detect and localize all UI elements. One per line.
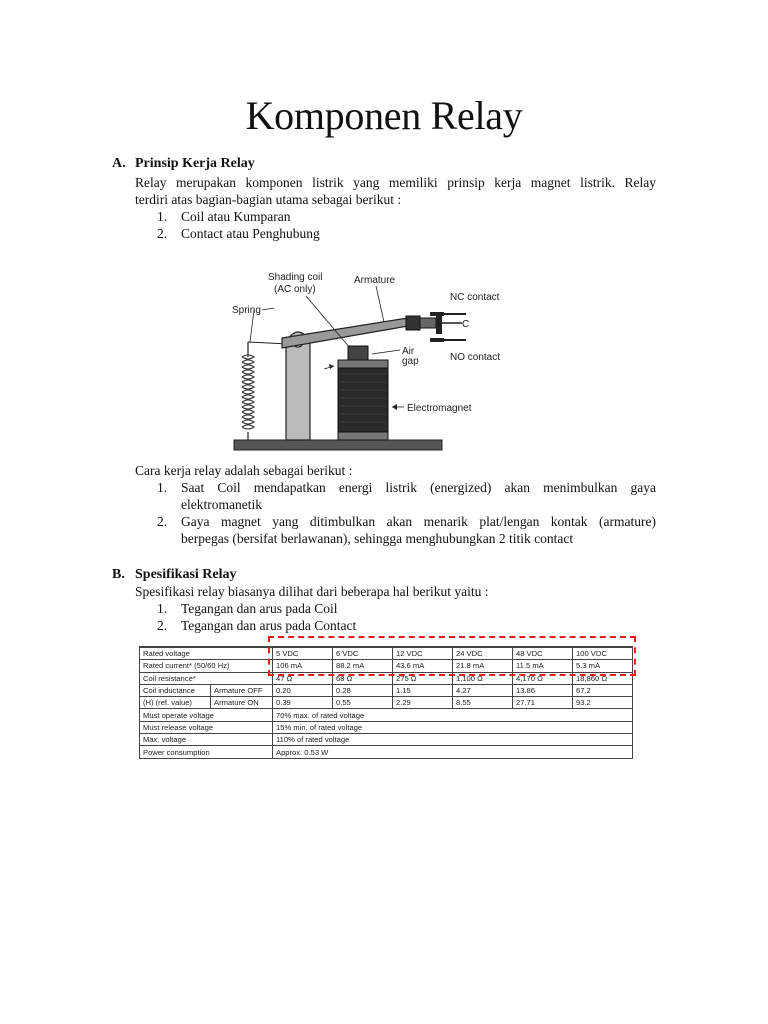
- label-shading-coil: Shading coil: [268, 272, 323, 283]
- section-a-intro-line-2: terdiri atas bagian-bagian utama sebagai berikut :: [135, 192, 402, 207]
- table-cell: Approx. 0.53 W: [273, 746, 633, 758]
- table-cell: 88.2 mA: [333, 660, 393, 672]
- row-label: Rated voltage: [140, 647, 273, 660]
- section-a-intro-line-1: Relay merupakan komponen listrik yang memiliki prinsip kerja magnet listrik. Relay: [135, 175, 656, 190]
- section-b-heading: Spesifikasi Relay: [135, 567, 237, 582]
- table-cell: 6 VDC: [333, 647, 393, 660]
- label-gap: gap: [402, 356, 419, 367]
- row-sublabel: Armature ON: [211, 697, 273, 709]
- electromagnet: [338, 346, 388, 440]
- table-cell: 68 Ω: [333, 672, 393, 684]
- table-cell: 0.39: [273, 697, 333, 709]
- spring: [242, 342, 288, 440]
- table-cell: 15% min. of rated voltage: [273, 721, 633, 733]
- part-number: 2.: [157, 226, 168, 241]
- label-spring: Spring: [232, 305, 261, 316]
- table-row: [140, 709, 633, 721]
- table-cell: 1,100 Ω: [453, 672, 513, 684]
- table-row: [140, 697, 633, 709]
- table-row: [140, 721, 633, 733]
- table-cell: 4.27: [453, 684, 513, 696]
- section-a-letter: A.: [112, 156, 126, 171]
- base-plate: [234, 440, 442, 450]
- label-electromagnet: Electromagnet: [407, 403, 472, 414]
- table-row: [140, 746, 633, 758]
- table-cell: 0.20: [273, 684, 333, 696]
- step-line-2: elektromanetik: [181, 497, 262, 512]
- step-number: 2.: [157, 514, 168, 529]
- label-air: Air: [402, 346, 415, 357]
- part-number: 1.: [157, 209, 168, 224]
- table-cell: 70% max. of rated voltage: [273, 709, 633, 721]
- table-cell: 24 VDC: [453, 647, 513, 660]
- table-cell: 106 mA: [273, 660, 333, 672]
- row-label: Must operate voltage: [140, 709, 273, 721]
- step-line-1: Gaya magnet yang ditimbulkan akan menarik plat/lengan kontak (armature): [181, 514, 656, 529]
- table-cell: 5 VDC: [273, 647, 333, 660]
- row-label: Rated current* (50/60 Hz): [140, 660, 273, 672]
- row-label: Power consumption: [140, 746, 273, 758]
- table-cell: 8.55: [453, 697, 513, 709]
- table-cell: 11.5 mA: [513, 660, 573, 672]
- table-row: [140, 647, 633, 660]
- spec-item-number: 1.: [157, 601, 168, 616]
- no-contact: [430, 338, 444, 342]
- label-no-contact: NO contact: [450, 352, 501, 363]
- section-b-intro: Spesifikasi relay biasanya dilihat dari beberapa hal berikut yaitu :: [135, 584, 489, 599]
- label-c: C: [462, 319, 470, 330]
- row-label: Must release voltage: [140, 721, 273, 733]
- table-row: [140, 660, 633, 672]
- table-cell: 110% of rated voltage: [273, 734, 633, 746]
- table-cell: 12 VDC: [393, 647, 453, 660]
- page-title: Komponen Relay: [245, 93, 523, 138]
- table-cell: 0.28: [333, 684, 393, 696]
- table-cell: 5.3 mA: [573, 660, 633, 672]
- table-row: [140, 684, 633, 696]
- label-nc-contact: NC contact: [450, 292, 500, 303]
- label-armature: Armature: [354, 275, 396, 286]
- part-item: Contact atau Penghubung: [181, 226, 320, 241]
- table-cell: 1.15: [393, 684, 453, 696]
- table-cell: 0.55: [333, 697, 393, 709]
- spec-item: Tegangan dan arus pada Coil: [181, 601, 338, 616]
- row-label: Coil inductance: [140, 684, 211, 696]
- step-line-1: Saat Coil mendapatkan energi listrik (energized) akan menimbulkan gaya: [181, 480, 656, 495]
- table-cell: 48 VDC: [513, 647, 573, 660]
- table-cell: 43.6 mA: [393, 660, 453, 672]
- row-label: Max. voltage: [140, 734, 273, 746]
- relay-diagram: [226, 262, 516, 462]
- step-number: 1.: [157, 480, 168, 495]
- table-row: [140, 734, 633, 746]
- table-cell: 2.29: [393, 697, 453, 709]
- table-cell: 13.86: [513, 684, 573, 696]
- table-cell: 100 VDC: [573, 647, 633, 660]
- row-label: (H) (ref. value): [140, 697, 211, 709]
- table-row: [140, 672, 633, 684]
- table-cell: 18,860 Ω: [573, 672, 633, 684]
- section-a-heading: Prinsip Kerja Relay: [135, 156, 255, 171]
- section-b-letter: B.: [112, 567, 125, 582]
- table-cell: 67.2: [573, 684, 633, 696]
- row-label: Coil resistance*: [140, 672, 273, 684]
- part-item: Coil atau Kumparan: [181, 209, 291, 224]
- label-ac-only: (AC only): [274, 284, 316, 295]
- spec-item-number: 2.: [157, 618, 168, 633]
- row-sublabel: Armature OFF: [211, 684, 273, 696]
- table-cell: 93.2: [573, 697, 633, 709]
- table-cell: 275 Ω: [393, 672, 453, 684]
- table-cell: 21.8 mA: [453, 660, 513, 672]
- nc-contact: [430, 312, 444, 316]
- step-line-2: berpegas (bersifat berlawanan), sehingga menghubungkan 2 titik contact: [181, 531, 574, 546]
- spec-table: [139, 646, 633, 759]
- table-cell: 27.71: [513, 697, 573, 709]
- spec-item: Tegangan dan arus pada Contact: [181, 618, 357, 633]
- table-cell: 4,170 Ω: [513, 672, 573, 684]
- table-cell: 47 Ω: [273, 672, 333, 684]
- pivot-post: [286, 342, 310, 440]
- contact-c: [406, 316, 420, 330]
- working-intro: Cara kerja relay adalah sebagai berikut :: [135, 463, 353, 478]
